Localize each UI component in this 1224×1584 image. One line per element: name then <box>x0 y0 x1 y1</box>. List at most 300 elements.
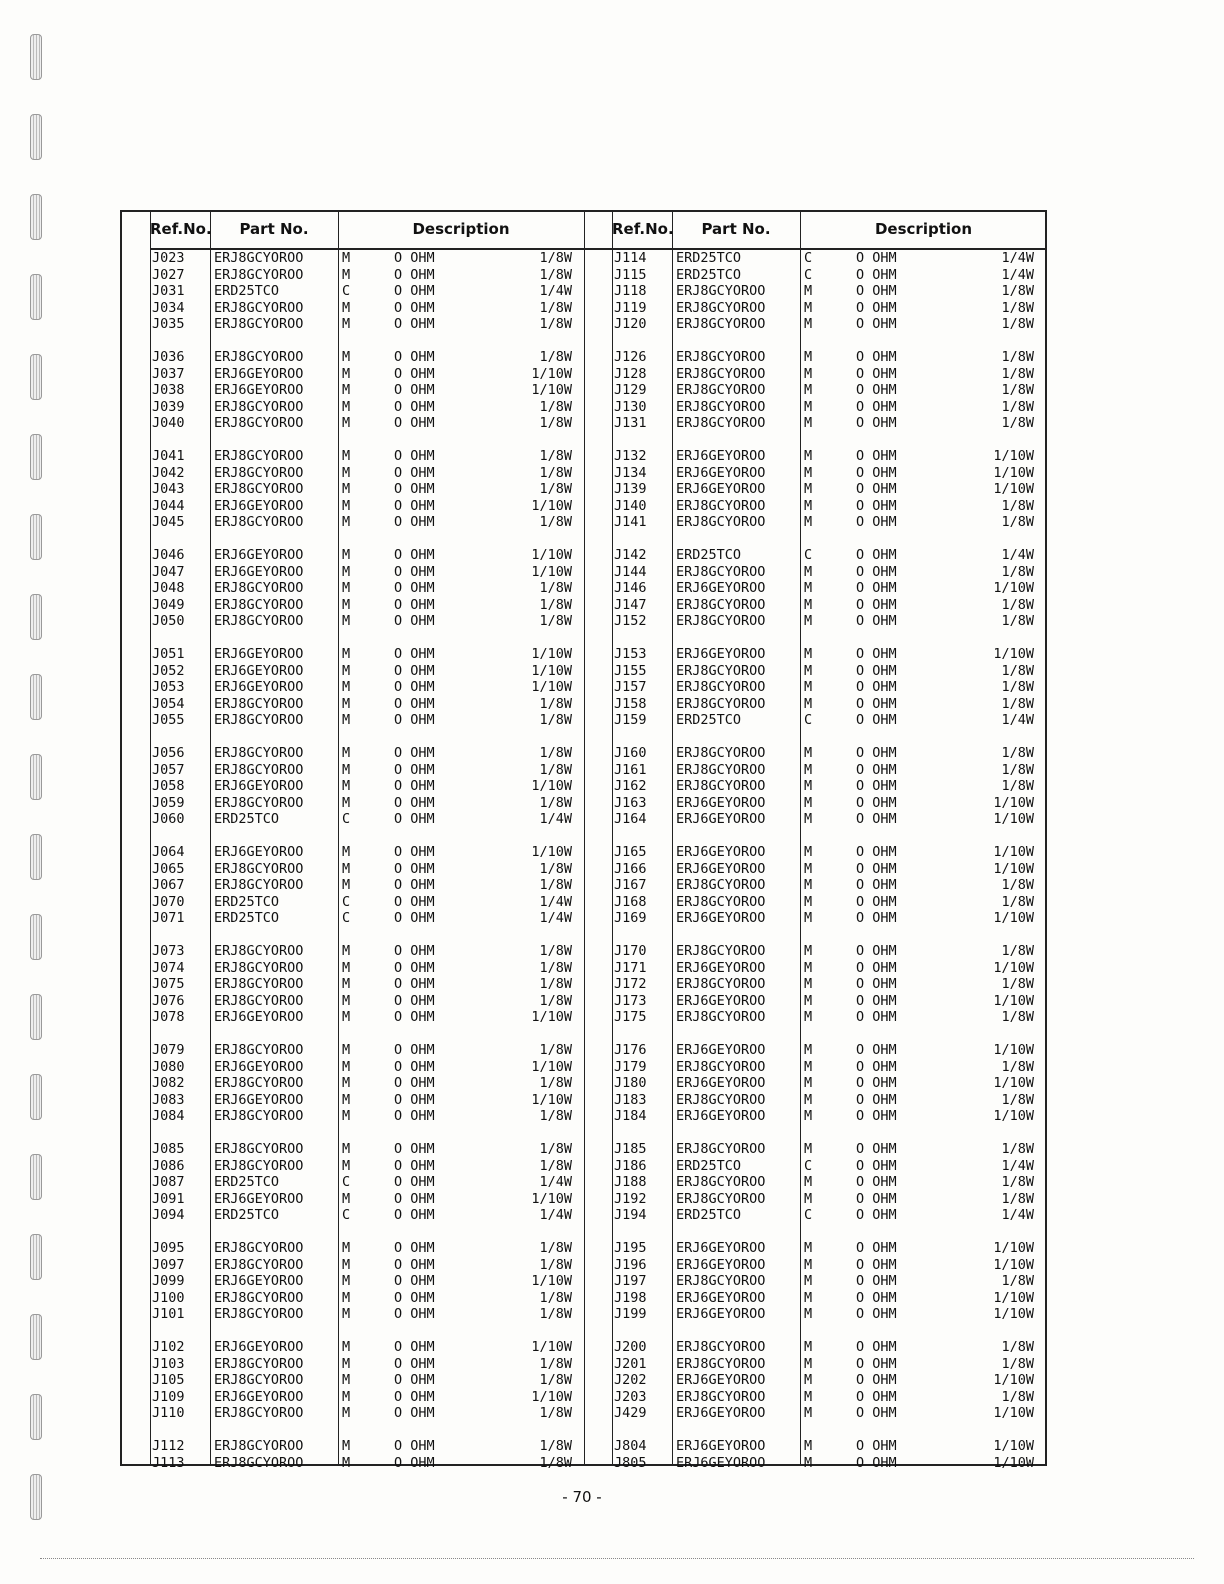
ref-no: J023 <box>152 250 185 266</box>
table-row <box>122 1092 1045 1109</box>
wattage: 1/10W <box>993 1438 1034 1454</box>
part-no: ERJ6GEYOROO <box>676 1075 766 1091</box>
type-code: M <box>804 415 813 431</box>
resistance: O OHM <box>394 679 435 695</box>
part-no: ERJ8GCYOROO <box>676 299 766 316</box>
resistance: O OHM <box>394 1339 435 1355</box>
wattage: 1/10W <box>993 448 1034 464</box>
resistance: O OHM <box>856 679 897 695</box>
wattage: 1/8W <box>1001 1339 1034 1355</box>
ref-no: J164 <box>614 811 647 827</box>
ref-no: J130 <box>614 398 647 415</box>
wattage: 1/8W <box>539 745 572 761</box>
part-no: ERJ6GEYOROO <box>214 563 304 580</box>
type-code: M <box>342 943 351 959</box>
table-row <box>122 267 1045 284</box>
part-no: ERJ8GCYOROO <box>214 1240 304 1256</box>
wattage: 1/10W <box>531 679 572 695</box>
ref-no: J152 <box>614 613 647 629</box>
wattage: 1/8W <box>1001 398 1034 415</box>
resistance: O OHM <box>856 1108 897 1124</box>
wattage: 1/8W <box>539 266 572 283</box>
wattage: 1/10W <box>993 1108 1034 1124</box>
type-code: M <box>342 662 351 679</box>
resistance: O OHM <box>856 1289 897 1306</box>
binder-hole <box>30 594 42 640</box>
type-code: C <box>342 893 351 910</box>
wattage: 1/8W <box>1001 1009 1034 1025</box>
ref-no: J146 <box>614 580 647 596</box>
table-row <box>122 1240 1045 1257</box>
part-no: ERJ8GCYOROO <box>676 382 766 398</box>
wattage: 1/8W <box>1001 415 1034 431</box>
wattage: 1/8W <box>539 1372 572 1388</box>
part-no: ERJ8GCYOROO <box>676 349 766 365</box>
ref-no: J058 <box>152 778 185 794</box>
type-code: M <box>342 1289 351 1306</box>
type-code: M <box>342 514 351 530</box>
resistance: O OHM <box>394 745 435 761</box>
type-code: M <box>804 1042 813 1058</box>
resistance: O OHM <box>394 250 435 266</box>
ref-no: J031 <box>152 283 185 299</box>
resistance: O OHM <box>856 481 897 497</box>
table-row <box>122 1290 1045 1307</box>
wattage: 1/8W <box>1001 283 1034 299</box>
ref-no: J118 <box>614 283 647 299</box>
wattage: 1/8W <box>539 1289 572 1306</box>
ref-no: J034 <box>152 299 185 316</box>
part-no: ERJ6GEYOROO <box>676 811 766 827</box>
binder-hole <box>30 514 42 560</box>
ref-no: J083 <box>152 1091 185 1108</box>
part-no: ERJ8GCYOROO <box>214 1438 304 1454</box>
wattage: 1/8W <box>539 712 572 728</box>
ref-no: J185 <box>614 1141 647 1157</box>
part-no: ERJ8GCYOROO <box>676 415 766 431</box>
wattage: 1/10W <box>531 662 572 679</box>
ref-no: J059 <box>152 794 185 811</box>
resistance: O OHM <box>394 547 435 563</box>
part-no: ERJ6GEYOROO <box>676 1438 766 1454</box>
type-code: M <box>342 299 351 316</box>
part-no: ERJ8GCYOROO <box>676 1190 766 1207</box>
resistance: O OHM <box>394 596 435 613</box>
resistance: O OHM <box>856 613 897 629</box>
wattage: 1/10W <box>993 794 1034 811</box>
type-code: M <box>342 761 351 778</box>
ref-no: J080 <box>152 1058 185 1075</box>
type-code: M <box>342 778 351 794</box>
wattage: 1/8W <box>539 943 572 959</box>
part-no: ERJ8GCYOROO <box>214 613 304 629</box>
wattage: 1/8W <box>1001 1141 1034 1157</box>
resistance: O OHM <box>394 959 435 976</box>
wattage: 1/10W <box>993 1306 1034 1322</box>
wattage: 1/4W <box>1001 1207 1034 1223</box>
wattage: 1/4W <box>1001 1157 1034 1174</box>
ref-no: J044 <box>152 497 185 514</box>
resistance: O OHM <box>394 1372 435 1388</box>
wattage: 1/8W <box>1001 1091 1034 1108</box>
type-code: M <box>804 778 813 794</box>
ref-no: J132 <box>614 448 647 464</box>
type-code: M <box>342 1042 351 1058</box>
part-no: ERJ8GCYOROO <box>214 481 304 497</box>
ref-no: J171 <box>614 959 647 976</box>
type-code: C <box>342 811 351 827</box>
resistance: O OHM <box>856 1042 897 1058</box>
part-no: ERJ8GCYOROO <box>214 299 304 316</box>
type-code: M <box>342 844 351 860</box>
right-header-ref: Ref.No. <box>612 220 674 238</box>
type-code: M <box>804 1438 813 1454</box>
part-no: ERJ6GEYOROO <box>676 1042 766 1058</box>
table-row <box>122 1191 1045 1208</box>
part-no: ERJ8GCYOROO <box>676 662 766 679</box>
table-row <box>122 547 1045 564</box>
part-no: ERJ8GCYOROO <box>676 695 766 712</box>
ref-no: J180 <box>614 1075 647 1091</box>
wattage: 1/8W <box>539 415 572 431</box>
wattage: 1/8W <box>539 1355 572 1372</box>
type-code: M <box>342 959 351 976</box>
part-no: ERD25TCO <box>676 1157 742 1174</box>
wattage: 1/10W <box>993 844 1034 860</box>
part-no: ERJ6GEYOROO <box>676 910 766 926</box>
type-code: M <box>804 1273 813 1289</box>
table-row <box>122 712 1045 729</box>
ref-no: J158 <box>614 695 647 712</box>
resistance: O OHM <box>394 877 435 893</box>
resistance: O OHM <box>856 580 897 596</box>
type-code: M <box>342 250 351 266</box>
resistance: O OHM <box>856 1157 897 1174</box>
part-no: ERJ8GCYOROO <box>676 514 766 530</box>
ref-no: J040 <box>152 415 185 431</box>
resistance: O OHM <box>394 514 435 530</box>
part-no: ERJ8GCYOROO <box>214 1454 304 1471</box>
part-no: ERJ8GCYOROO <box>214 992 304 1009</box>
type-code: M <box>342 415 351 431</box>
ref-no: J047 <box>152 563 185 580</box>
ref-no: J176 <box>614 1042 647 1058</box>
ref-no: J045 <box>152 514 185 530</box>
resistance: O OHM <box>394 1256 435 1273</box>
ref-no: J179 <box>614 1058 647 1075</box>
type-code: M <box>342 1339 351 1355</box>
wattage: 1/4W <box>1001 712 1034 728</box>
left-header-ref: Ref.No. <box>150 220 212 238</box>
part-no: ERJ6GEYOROO <box>214 497 304 514</box>
table-row <box>122 465 1045 482</box>
type-code: M <box>804 695 813 712</box>
binder-hole <box>30 674 42 720</box>
resistance: O OHM <box>856 860 897 877</box>
page-number: - 70 - <box>562 1488 602 1506</box>
table-row <box>122 250 1045 267</box>
part-no: ERJ8GCYOROO <box>214 1372 304 1388</box>
wattage: 1/4W <box>1001 547 1034 563</box>
ref-no: J050 <box>152 613 185 629</box>
part-no: ERJ6GEYOROO <box>214 1058 304 1075</box>
wattage: 1/8W <box>539 464 572 481</box>
resistance: O OHM <box>394 580 435 596</box>
resistance: O OHM <box>394 778 435 794</box>
type-code: M <box>804 382 813 398</box>
wattage: 1/8W <box>1001 382 1034 398</box>
ref-no: J134 <box>614 464 647 481</box>
binder-hole <box>30 434 42 480</box>
ref-no: J082 <box>152 1075 185 1091</box>
binder-hole <box>30 1234 42 1280</box>
ref-no: J067 <box>152 877 185 893</box>
type-code: M <box>342 794 351 811</box>
type-code: C <box>804 1207 813 1223</box>
wattage: 1/8W <box>539 976 572 992</box>
part-no: ERJ8GCYOROO <box>676 613 766 629</box>
wattage: 1/10W <box>531 1009 572 1025</box>
part-no: ERJ8GCYOROO <box>214 514 304 530</box>
wattage: 1/8W <box>1001 943 1034 959</box>
resistance: O OHM <box>394 316 435 332</box>
part-no: ERJ6GEYOROO <box>214 679 304 695</box>
resistance: O OHM <box>856 1207 897 1223</box>
resistance: O OHM <box>394 695 435 712</box>
ref-no: J051 <box>152 646 185 662</box>
ref-no: J035 <box>152 316 185 332</box>
type-code: M <box>804 316 813 332</box>
part-no: ERJ6GEYOROO <box>676 464 766 481</box>
ref-no: J140 <box>614 497 647 514</box>
resistance: O OHM <box>856 497 897 514</box>
resistance: O OHM <box>394 613 435 629</box>
table-row <box>122 366 1045 383</box>
wattage: 1/4W <box>539 1174 572 1190</box>
resistance: O OHM <box>394 365 435 382</box>
part-no: ERJ6GEYOROO <box>676 580 766 596</box>
resistance: O OHM <box>856 365 897 382</box>
resistance: O OHM <box>856 893 897 910</box>
binder-hole <box>30 114 42 160</box>
type-code: M <box>342 1075 351 1091</box>
part-no: ERJ8GCYOROO <box>676 365 766 382</box>
table-row <box>122 300 1045 317</box>
part-no: ERJ6GEYOROO <box>676 481 766 497</box>
part-no: ERJ6GEYOROO <box>676 992 766 1009</box>
part-no: ERJ6GEYOROO <box>214 1388 304 1405</box>
part-no: ERJ8GCYOROO <box>214 250 304 266</box>
resistance: O OHM <box>394 1108 435 1124</box>
ref-no: J141 <box>614 514 647 530</box>
wattage: 1/10W <box>531 1190 572 1207</box>
type-code: M <box>342 1372 351 1388</box>
wattage: 1/8W <box>539 1306 572 1322</box>
part-no: ERJ8GCYOROO <box>676 1355 766 1372</box>
resistance: O OHM <box>394 1405 435 1421</box>
type-code: M <box>342 679 351 695</box>
type-code: M <box>342 547 351 563</box>
type-code: M <box>804 1405 813 1421</box>
part-no: ERD25TCO <box>676 547 742 563</box>
resistance: O OHM <box>394 382 435 398</box>
resistance: O OHM <box>856 959 897 976</box>
type-code: M <box>804 860 813 877</box>
table-row <box>122 1455 1045 1472</box>
resistance: O OHM <box>394 992 435 1009</box>
part-no: ERD25TCO <box>676 250 742 266</box>
resistance: O OHM <box>394 563 435 580</box>
ref-no: J804 <box>614 1438 647 1454</box>
wattage: 1/10W <box>993 646 1034 662</box>
wattage: 1/10W <box>993 1405 1034 1421</box>
table-row <box>122 448 1045 465</box>
ref-no: J186 <box>614 1157 647 1174</box>
type-code: M <box>804 580 813 596</box>
scan-edge <box>40 1558 1194 1559</box>
ref-no: J100 <box>152 1289 185 1306</box>
table-row <box>122 1257 1045 1274</box>
table-row <box>122 844 1045 861</box>
type-code: M <box>804 992 813 1009</box>
type-code: C <box>804 547 813 563</box>
part-no: ERJ8GCYOROO <box>214 596 304 613</box>
resistance: O OHM <box>856 563 897 580</box>
part-no: ERJ6GEYOROO <box>676 959 766 976</box>
type-code: M <box>804 299 813 316</box>
part-no: ERJ8GCYOROO <box>214 1405 304 1421</box>
resistance: O OHM <box>856 316 897 332</box>
part-no: ERJ8GCYOROO <box>214 1108 304 1124</box>
ref-no: J079 <box>152 1042 185 1058</box>
table-row <box>122 498 1045 515</box>
part-no: ERJ6GEYOROO <box>214 1339 304 1355</box>
wattage: 1/10W <box>531 646 572 662</box>
part-no: ERJ6GEYOROO <box>214 844 304 860</box>
resistance: O OHM <box>856 794 897 811</box>
type-code: M <box>804 283 813 299</box>
type-code: M <box>342 976 351 992</box>
resistance: O OHM <box>394 1438 435 1454</box>
part-no: ERJ8GCYOROO <box>676 877 766 893</box>
table-row <box>122 795 1045 812</box>
wattage: 1/8W <box>539 695 572 712</box>
ref-no: J054 <box>152 695 185 712</box>
type-code: M <box>804 943 813 959</box>
table-row <box>122 993 1045 1010</box>
resistance: O OHM <box>856 596 897 613</box>
type-code: M <box>342 712 351 728</box>
table-row <box>122 382 1045 399</box>
type-code: C <box>342 910 351 926</box>
part-no: ERJ8GCYOROO <box>214 745 304 761</box>
binder-hole <box>30 914 42 960</box>
resistance: O OHM <box>394 349 435 365</box>
wattage: 1/10W <box>531 497 572 514</box>
table-row <box>122 1438 1045 1455</box>
wattage: 1/8W <box>1001 316 1034 332</box>
resistance: O OHM <box>394 398 435 415</box>
type-code: M <box>804 1190 813 1207</box>
ref-no: J039 <box>152 398 185 415</box>
resistance: O OHM <box>394 893 435 910</box>
table-row <box>122 1009 1045 1026</box>
table-row <box>122 646 1045 663</box>
resistance: O OHM <box>394 1289 435 1306</box>
type-code: C <box>804 1157 813 1174</box>
resistance: O OHM <box>394 283 435 299</box>
type-code: M <box>342 464 351 481</box>
wattage: 1/8W <box>539 877 572 893</box>
resistance: O OHM <box>856 250 897 266</box>
ref-no: J097 <box>152 1256 185 1273</box>
table-row <box>122 778 1045 795</box>
wattage: 1/10W <box>993 992 1034 1009</box>
part-no: ERJ8GCYOROO <box>214 712 304 728</box>
type-code: M <box>342 497 351 514</box>
resistance: O OHM <box>394 794 435 811</box>
type-code: M <box>342 992 351 1009</box>
part-no: ERJ8GCYOROO <box>676 893 766 910</box>
resistance: O OHM <box>394 1207 435 1223</box>
resistance: O OHM <box>394 1174 435 1190</box>
part-no: ERJ8GCYOROO <box>676 1339 766 1355</box>
ref-no: J101 <box>152 1306 185 1322</box>
part-no: ERJ6GEYOROO <box>676 1289 766 1306</box>
type-code: M <box>804 893 813 910</box>
ref-no: J086 <box>152 1157 185 1174</box>
ref-no: J129 <box>614 382 647 398</box>
resistance: O OHM <box>394 1273 435 1289</box>
wattage: 1/10W <box>993 1289 1034 1306</box>
part-no: ERJ8GCYOROO <box>214 761 304 778</box>
ref-no: J167 <box>614 877 647 893</box>
wattage: 1/8W <box>1001 613 1034 629</box>
wattage: 1/10W <box>531 365 572 382</box>
resistance: O OHM <box>856 1256 897 1273</box>
type-code: M <box>342 613 351 629</box>
resistance: O OHM <box>394 448 435 464</box>
resistance: O OHM <box>856 514 897 530</box>
part-no: ERJ8GCYOROO <box>676 497 766 514</box>
resistance: O OHM <box>394 1240 435 1256</box>
ref-no: J173 <box>614 992 647 1009</box>
wattage: 1/8W <box>539 514 572 530</box>
table-row <box>122 1405 1045 1422</box>
ref-no: J166 <box>614 860 647 877</box>
resistance: O OHM <box>394 1190 435 1207</box>
type-code: M <box>804 662 813 679</box>
resistance: O OHM <box>394 860 435 877</box>
type-code: M <box>804 349 813 365</box>
resistance: O OHM <box>856 547 897 563</box>
resistance: O OHM <box>856 1141 897 1157</box>
resistance: O OHM <box>856 745 897 761</box>
type-code: M <box>342 1091 351 1108</box>
left-header-part: Part No. <box>239 220 309 238</box>
wattage: 1/8W <box>1001 976 1034 992</box>
binder-hole <box>30 34 42 80</box>
part-no: ERJ8GCYOROO <box>214 415 304 431</box>
table-row <box>122 1158 1045 1175</box>
wattage: 1/8W <box>1001 662 1034 679</box>
ref-no: J048 <box>152 580 185 596</box>
type-code: M <box>804 1454 813 1471</box>
ref-no: J046 <box>152 547 185 563</box>
wattage: 1/10W <box>531 382 572 398</box>
part-no: ERD25TCO <box>214 1207 280 1223</box>
part-no: ERJ8GCYOROO <box>214 1355 304 1372</box>
